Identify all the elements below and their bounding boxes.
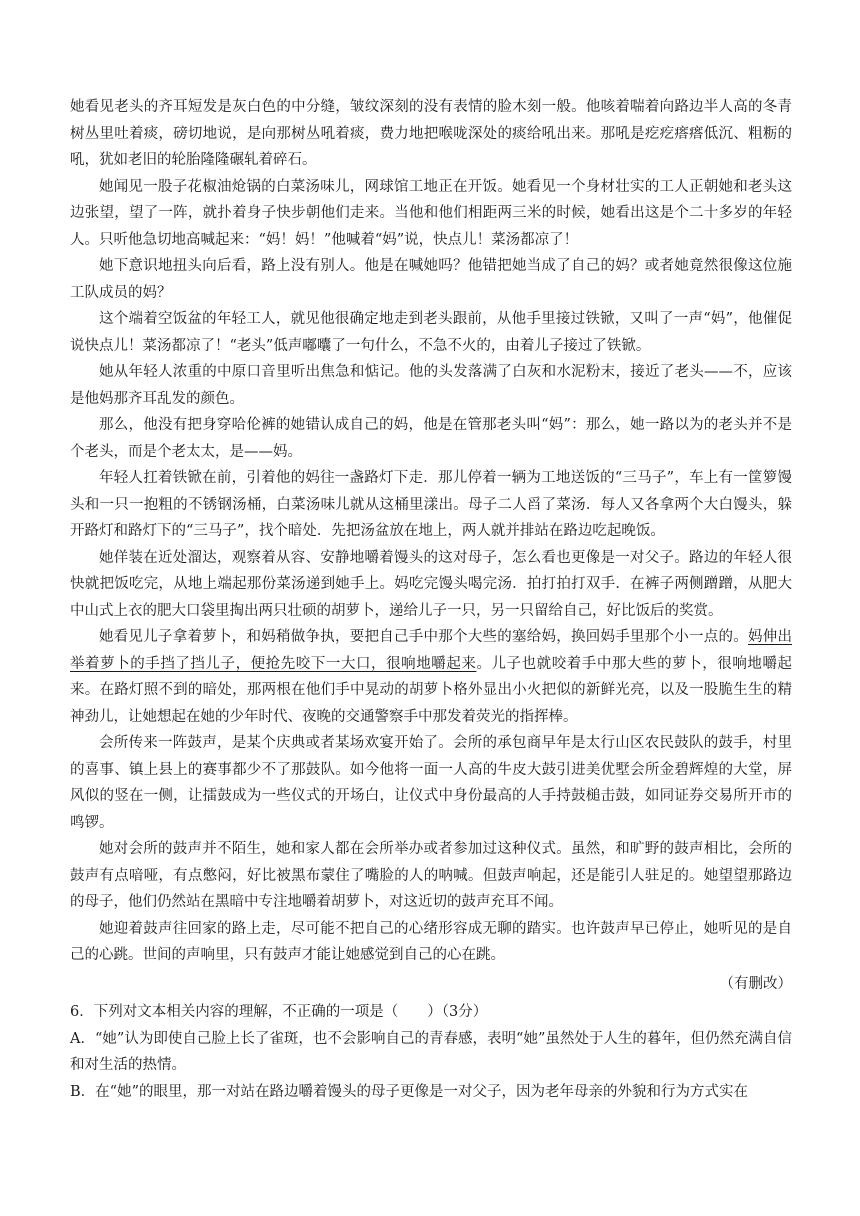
paragraph-4: 这个端着空饭盆的年轻工人，就见他很确定地走到老头跟前，从他手里接过铁锨，又叫了一声“妈”，他催促说快点儿！菜汤都凉了！“老头”低声嘟囔了一句什么，不急不火的，由着儿子接过了铁锨。 [70, 311, 792, 354]
question-stem: 6．下列对文本相关内容的理解，不正确的一项是（ ）（3分） [70, 1004, 488, 1020]
paragraph-11: 她对会所的鼓声并不陌生，她和家人都在会所举办或者参加过这种仪式。虽然，和旷野的鼓声相比，会所的鼓声有点喑哑，有点憋闷，好比被黑布蒙住了嘴脸的人的呐喊。但鼓声响起，还是能引人驻足的。她望望那路边的母子，他们仍然站在黑暗中专注地嚼着胡萝卜，对这近切的鼓声充耳不闻。 [70, 841, 792, 910]
option-b: B．在“她”的眼里，那一对站在路边嚼着馒头的母子更像是一对父子，因为老年母亲的外貌和行为方式实在 [70, 1083, 748, 1100]
underlined-sentence: 妈伸出举着萝卜的手挡了挡儿子，便抢先咬下一大口，很响地嚼起来 [70, 629, 792, 672]
passage [70, 94, 792, 969]
paragraph-9 [70, 624, 792, 730]
paragraph-7: 年轻人扛着铁锨在前，引着他的妈往一盏路灯下走．那儿停着一辆为工地送饭的“三马子”，车上有一筐箩馒头和一只一抱粗的不锈钢汤桶，白菜汤味儿就从这桶里漾出。母子二人舀了菜汤．每人又各拿两个大白馒头，躲开路灯和路灯下的“三马子”，找个暗处．先把汤盆放在地上，两人就并排站在路边吃起晚饭。 [70, 470, 792, 539]
paragraph-8: 她佯装在近处溜达，观察着从容、安静地嚼着馒头的这对母子，怎么看也更像是一对父子。路边的年轻人很快就把饭吃完，从地上端起那份菜汤递到她手上。妈吃完馒头喝完汤．拍打拍打双手．在裤子两侧蹭蹭，从肥大中山式上衣的肥大口袋里掏出两只壮硕的胡萝卜，递给儿子一只，另一只留给自己，好比饭后的奖赏。 [70, 549, 792, 619]
question-6 [70, 999, 792, 1105]
source-note: （有删改） [719, 975, 792, 992]
paragraph-9-part-1: 她看见儿子拿着萝卜，和妈稍做争执，要把自己手中那个大些的塞给妈，换回妈手里那个小一点的。 [99, 629, 748, 645]
paragraph-6: 那么，他没有把身穿哈伦裤的她错认成自己的妈，他是在管那老头叫“妈”：那么，她一路以为的老头并不是个老头，而是个老太太，是——妈。 [70, 417, 792, 460]
paragraph-5: 她从年轻人浓重的中原口音里听出焦急和惦记。他的头发落满了白灰和水泥粉末，接近了老头——不，应该是他妈那齐耳乱发的颜色。 [70, 364, 792, 407]
paragraph-1: 她看见老头的齐耳短发是灰白色的中分缝，皱纹深刻的没有表情的脸木刻一般。他咳着喘着向路边半人高的冬青树丛里吐着痰，磅切地说，是向那树丛吼着痰，费力地把喉咙深处的痰给吼出来。那吼是疙疙瘩瘩低沉、粗粝的吼，犹如老旧的轮胎隆隆碾轧着碎石。 [70, 99, 792, 168]
paragraph-3: 她下意识地扭头向后看，路上没有别人。他是在喊她吗？他错把她当成了自己的妈？或者她竟然很像这位施工队成员的妈？ [70, 258, 792, 301]
paragraph-2: 她闻见一股子花椒油炝锅的白菜汤味儿，网球馆工地正在开饭。她看见一个身材壮实的工人正朝她和老头这边张望，望了一阵，就扑着身子快步朝他们走来。当他和他们相距两三米的时候，她看出这是个二十多岁的年轻人。只听他急切地高喊起来：“妈！妈！”他喊着“妈”说，快点儿！菜汤都凉了！ [70, 178, 792, 248]
paragraph-10: 会所传来一阵鼓声，是某个庆典或者某场欢宴开始了。会所的承包商早年是太行山区农民鼓队的鼓手，村里的喜事、镇上县上的赛事都少不了那鼓队。如今他将一面一人高的牛皮大鼓引进美优墅会所金碧辉煌的大堂，屏风似的竖在一侧，让擂鼓成为一些仪式的开场白，让仪式中身份最高的人手持鼓槌击鼓，如同证券交易所开市的鸣锣。 [70, 735, 792, 831]
paragraph-9-part-3: 。儿子也就咬着手中那大些的萝卜，很响地嚼起来。在路灯照不到的暗处，那两根在他们手中晃动的胡萝卜格外显出小火把似的新鲜光亮，以及一股脆生生的精神劲儿，让她想起在她的少年时代、夜晚的交通警察手中那发着荧光的指挥棒。 [70, 655, 792, 725]
paragraph-12: 她迎着鼓声往回家的路上走，尽可能不把自己的心绪形容成无聊的踏实。也许鼓声早已停止，她听见的是自己的心跳。世间的声响里，只有鼓声才能让她感觉到自己的心在跳。 [70, 920, 792, 963]
option-a: A．“她”认为即使自己脸上长了雀斑，也不会影响自己的青春感，表明“她”虽然处于人生的暮年，但仍然充满自信和对生活的热情。 [70, 1030, 792, 1073]
